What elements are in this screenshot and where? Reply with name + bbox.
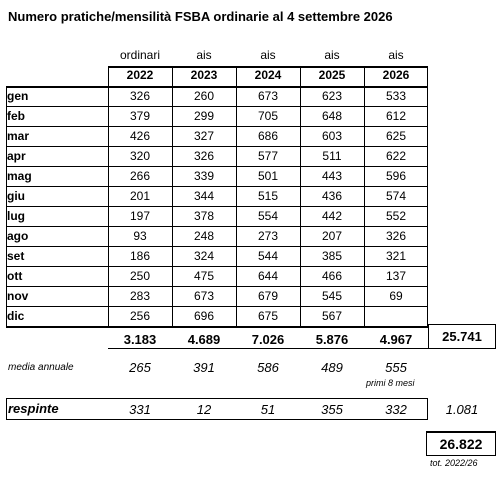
table-cell: 69 [389, 289, 403, 303]
month-label: dic [7, 309, 25, 323]
column-type-2023: ais [196, 48, 212, 62]
month-label: feb [7, 109, 25, 123]
respinte-2025: 355 [321, 402, 343, 417]
row-divider [6, 126, 428, 127]
table-cell: 256 [129, 309, 151, 323]
table-cell: 326 [385, 229, 407, 243]
respinte-2022: 331 [129, 402, 151, 417]
table-cell: 603 [321, 129, 343, 143]
year-header-2026: 2026 [382, 68, 410, 82]
column-type-2025: ais [324, 48, 340, 62]
table-cell: 673 [257, 89, 279, 103]
table-cell: 686 [257, 129, 279, 143]
table-cell: 207 [321, 229, 343, 243]
media-2025: 489 [321, 360, 343, 375]
table-cell: 186 [129, 249, 151, 263]
table-cell: 201 [129, 189, 151, 203]
table-cell: 623 [321, 89, 343, 103]
table-cell: 443 [321, 169, 343, 183]
table-cell: 436 [321, 189, 343, 203]
row-divider [6, 166, 428, 167]
table-cell: 545 [321, 289, 343, 303]
table-cell: 385 [321, 249, 343, 263]
table-cell [364, 307, 428, 326]
media-2022: 265 [129, 360, 151, 375]
row-divider [6, 286, 428, 287]
table-cell: 344 [193, 189, 215, 203]
year-header-2025: 2025 [318, 68, 346, 82]
table-cell: 321 [385, 249, 407, 263]
table-cell: 426 [129, 129, 151, 143]
respinte-total: 1.081 [445, 402, 479, 417]
month-label: apr [7, 149, 26, 163]
table-cell: 533 [385, 89, 407, 103]
table-cell: 379 [129, 109, 151, 123]
table-cell: 326 [193, 149, 215, 163]
row-divider [6, 226, 428, 227]
table-cell: 378 [193, 209, 215, 223]
table-cell: 648 [321, 109, 343, 123]
month-label: ago [7, 229, 29, 243]
table-cell: 574 [385, 189, 407, 203]
table-cell: 544 [257, 249, 279, 263]
table-cell: 612 [385, 109, 407, 123]
table-cell: 552 [385, 209, 407, 223]
final-total: 26.822 [439, 436, 483, 452]
table-cell: 466 [321, 269, 343, 283]
total-2026: 4.967 [379, 332, 413, 347]
month-label: ott [7, 269, 23, 283]
table-cell: 137 [385, 269, 407, 283]
row-divider [6, 306, 428, 307]
row-divider [6, 186, 428, 187]
year-header-2023: 2023 [190, 68, 218, 82]
row-divider [6, 246, 428, 247]
table-cell: 324 [193, 249, 215, 263]
total-2024: 7.026 [251, 332, 285, 347]
grid-line [6, 87, 7, 327]
totals-bottom-border [108, 348, 428, 349]
table-cell: 554 [257, 209, 279, 223]
header-top-border [108, 66, 428, 68]
respinte-2026: 332 [385, 402, 407, 417]
table-cell: 673 [193, 289, 215, 303]
media-note: primi 8 mesi [366, 378, 415, 388]
respinte-label: respinte [8, 401, 59, 416]
row-divider [6, 266, 428, 267]
row-divider [6, 326, 428, 328]
table-cell: 515 [257, 189, 279, 203]
media-2026: 555 [385, 360, 407, 375]
grid-line [6, 398, 7, 420]
row-divider [6, 146, 428, 147]
month-label: giu [7, 189, 25, 203]
table-cell: 248 [193, 229, 215, 243]
media-2023: 391 [193, 360, 215, 375]
table-cell: 705 [257, 109, 279, 123]
table-cell: 339 [193, 169, 215, 183]
table-cell: 93 [133, 229, 147, 243]
page-title: Numero pratiche/mensilità FSBA ordinarie al 4 settembre 2026 [8, 9, 393, 24]
month-label: set [7, 249, 25, 263]
final-total-note: tot. 2022/26 [430, 458, 478, 468]
total-2022: 3.183 [123, 332, 157, 347]
month-label: lug [7, 209, 25, 223]
table-cell: 625 [385, 129, 407, 143]
month-label: mag [7, 169, 32, 183]
column-type-2024: ais [260, 48, 276, 62]
respinte-bottom-border [6, 419, 428, 420]
month-label: gen [7, 89, 29, 103]
table-cell: 260 [193, 89, 215, 103]
table-cell: 299 [193, 109, 215, 123]
column-type-2022: ordinari [119, 48, 161, 62]
respinte-2023: 12 [196, 402, 212, 417]
respinte-top-border [6, 398, 428, 399]
table-cell: 596 [385, 169, 407, 183]
table-cell: 675 [257, 309, 279, 323]
table-cell: 644 [257, 269, 279, 283]
media-annuale-label: media annuale [8, 362, 74, 373]
final-total-box [426, 431, 496, 456]
table-cell: 475 [193, 269, 215, 283]
table-cell: 273 [257, 229, 279, 243]
table-cell: 679 [257, 289, 279, 303]
total-2025: 5.876 [315, 332, 349, 347]
year-header-2024: 2024 [254, 68, 282, 82]
media-2024: 586 [257, 360, 279, 375]
table-cell: 501 [257, 169, 279, 183]
grand-total-box [428, 324, 496, 349]
row-divider [6, 106, 428, 107]
row-divider [6, 206, 428, 207]
table-cell: 577 [257, 149, 279, 163]
table-cell: 250 [129, 269, 151, 283]
month-label: nov [7, 289, 29, 303]
table-cell: 320 [129, 149, 151, 163]
table-cell: 326 [129, 89, 151, 103]
grand-total-ordinary: 25.741 [442, 329, 482, 344]
month-label: mar [7, 129, 30, 143]
column-type-2026: ais [388, 48, 404, 62]
table-cell: 622 [385, 149, 407, 163]
table-cell: 511 [322, 149, 342, 163]
table-cell: 197 [129, 209, 151, 223]
table-cell: 696 [193, 309, 215, 323]
total-2023: 4.689 [187, 332, 221, 347]
year-header-2022: 2022 [126, 68, 154, 82]
table-cell: 283 [129, 289, 151, 303]
table-cell: 266 [129, 169, 151, 183]
table-cell: 327 [193, 129, 215, 143]
respinte-2024: 51 [260, 402, 276, 417]
header-bottom-border [6, 86, 428, 88]
table-cell: 442 [321, 209, 343, 223]
table-cell: 567 [321, 309, 343, 323]
